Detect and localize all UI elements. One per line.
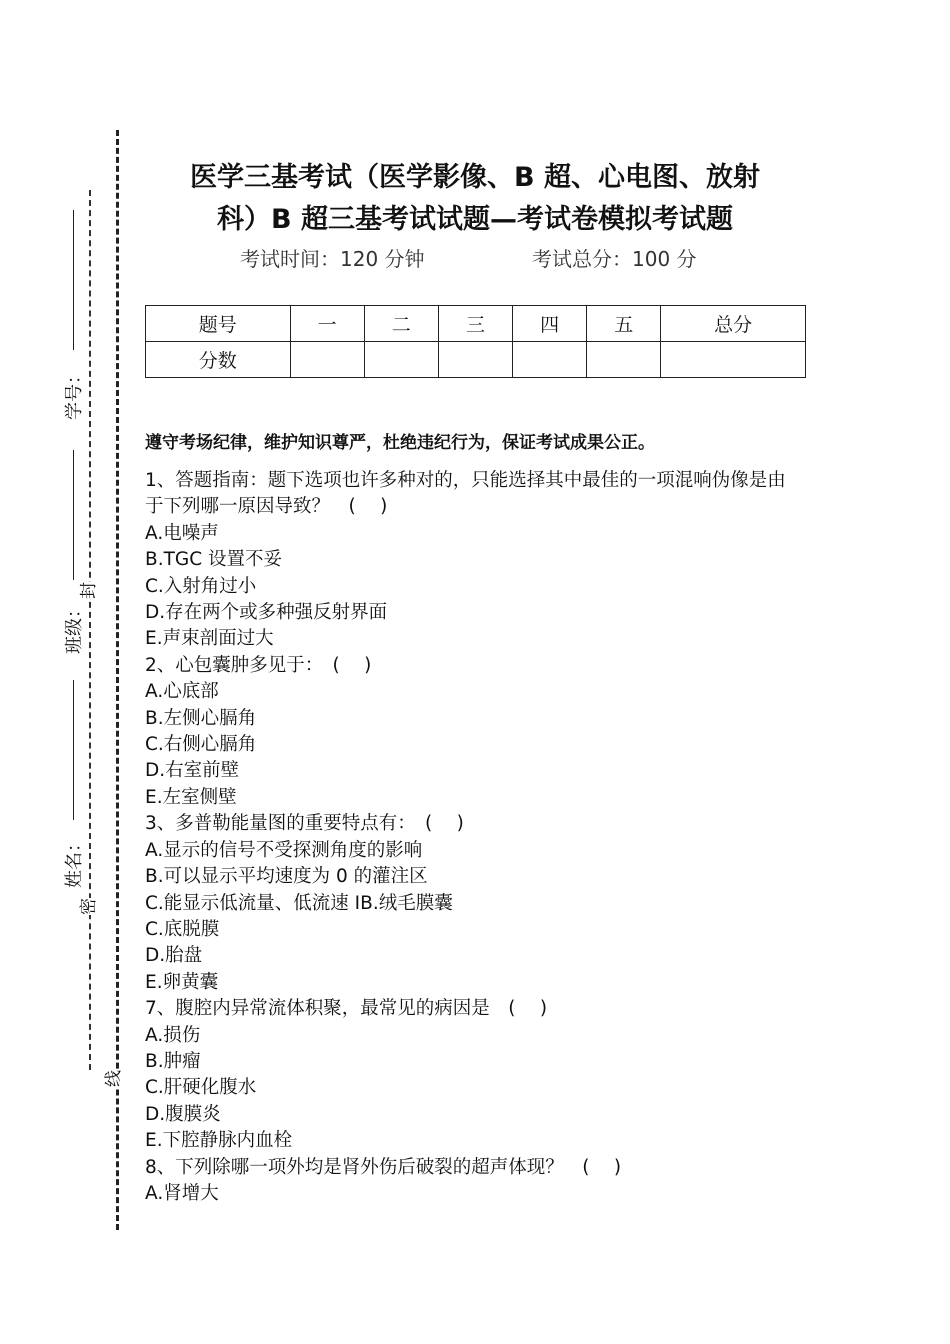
score-cell-2[interactable] <box>364 342 438 378</box>
header-cell-3: 三 <box>438 306 512 342</box>
option-line: C.入射角过小 <box>145 575 257 597</box>
option-line: A.电噪声 <box>145 522 219 544</box>
question-line: 2、心包囊肿多见于： ( ) <box>145 654 372 676</box>
header-cell-5: 五 <box>587 306 661 342</box>
option-line: B.TGC 设置不妥 <box>145 549 283 571</box>
binding-dashed-line-inner <box>89 190 91 1070</box>
score-row-label: 分数 <box>146 342 291 378</box>
option-line: D.腹膜炎 <box>145 1103 221 1125</box>
option-line: E.卵黄囊 <box>145 971 219 993</box>
class-underline <box>73 450 74 580</box>
option-line: B.左侧心膈角 <box>145 707 257 729</box>
title-line-2: 科）B 超三基考试试题—考试卷模拟考试题 <box>217 204 733 235</box>
student-id-label: 学号： <box>64 366 85 420</box>
question-list <box>145 468 810 1207</box>
option-line: A.肾增大 <box>145 1182 219 1204</box>
name-underline <box>73 680 74 820</box>
seal-xian: 线 <box>104 1070 124 1087</box>
name-label: 姓名： <box>64 834 85 888</box>
seal-feng: 封 <box>79 582 99 599</box>
option-line: A.损伤 <box>145 1024 201 1046</box>
question-line: 7、腹腔内异常流体积聚，最常见的病因是 ( ) <box>145 998 548 1020</box>
score-table <box>145 305 806 378</box>
title-line-1: 医学三基考试（医学影像、B 超、心电图、放射 <box>190 162 760 193</box>
score-cell-total[interactable] <box>661 342 806 378</box>
exam-notice: 遵守考场纪律，维护知识尊严，杜绝违纪行为，保证考试成果公正。 <box>145 433 655 453</box>
question-line: 1、答题指南：题下选项也许多种对的，只能选择其中最佳的一项混响伪像是由 <box>145 470 786 491</box>
option-line: A.心底部 <box>145 681 219 703</box>
option-line: D.存在两个或多种强反射界面 <box>145 602 388 624</box>
header-cell-total: 总分 <box>661 306 806 342</box>
score-cell-4[interactable] <box>513 342 587 378</box>
header-cell-4: 四 <box>513 306 587 342</box>
question-line: 3、多普勒能量图的重要特点有： ( ) <box>145 813 464 835</box>
score-cell-3[interactable] <box>438 342 512 378</box>
option-line: C.底脱膜 <box>145 918 220 940</box>
score-table-header-row <box>146 306 806 342</box>
option-line: C.能显示低流量、低流速 IB.绒毛膜囊 <box>145 892 453 914</box>
option-line: C.右侧心膈角 <box>145 734 257 756</box>
question-line: 8、下列除哪一项外均是肾外伤后破裂的超声体现？ ( ) <box>145 1156 622 1178</box>
score-cell-5[interactable] <box>587 342 661 378</box>
header-cell-2: 二 <box>364 306 438 342</box>
option-line: B.肿瘤 <box>145 1050 201 1072</box>
seal-mi: 密 <box>79 898 99 915</box>
score-cell-1[interactable] <box>290 342 364 378</box>
option-line: E.声束剖面过大 <box>145 628 274 650</box>
option-line: D.胎盘 <box>145 945 203 967</box>
option-line: E.下腔静脉内血栓 <box>145 1130 293 1152</box>
class-label: 班级： <box>64 600 85 654</box>
student-id-underline <box>73 210 74 350</box>
option-line: C.肝硬化腹水 <box>145 1077 257 1099</box>
header-cell-1: 一 <box>290 306 364 342</box>
option-line: E.左室侧壁 <box>145 786 237 808</box>
exam-total-score: 考试总分：100 分 <box>532 247 697 271</box>
question-line: 于下列哪一原因导致？ ( ) <box>145 496 388 518</box>
option-line: B.可以显示平均速度为 0 的灌注区 <box>145 866 428 888</box>
option-line: A.显示的信号不受探测角度的影响 <box>145 839 423 861</box>
option-line: D.右室前壁 <box>145 760 240 782</box>
binding-dashed-line-outer <box>116 130 119 1230</box>
score-table-score-row <box>146 342 806 378</box>
exam-time: 考试时间：120 分钟 <box>240 247 425 271</box>
header-cell-question-no: 题号 <box>146 306 291 342</box>
